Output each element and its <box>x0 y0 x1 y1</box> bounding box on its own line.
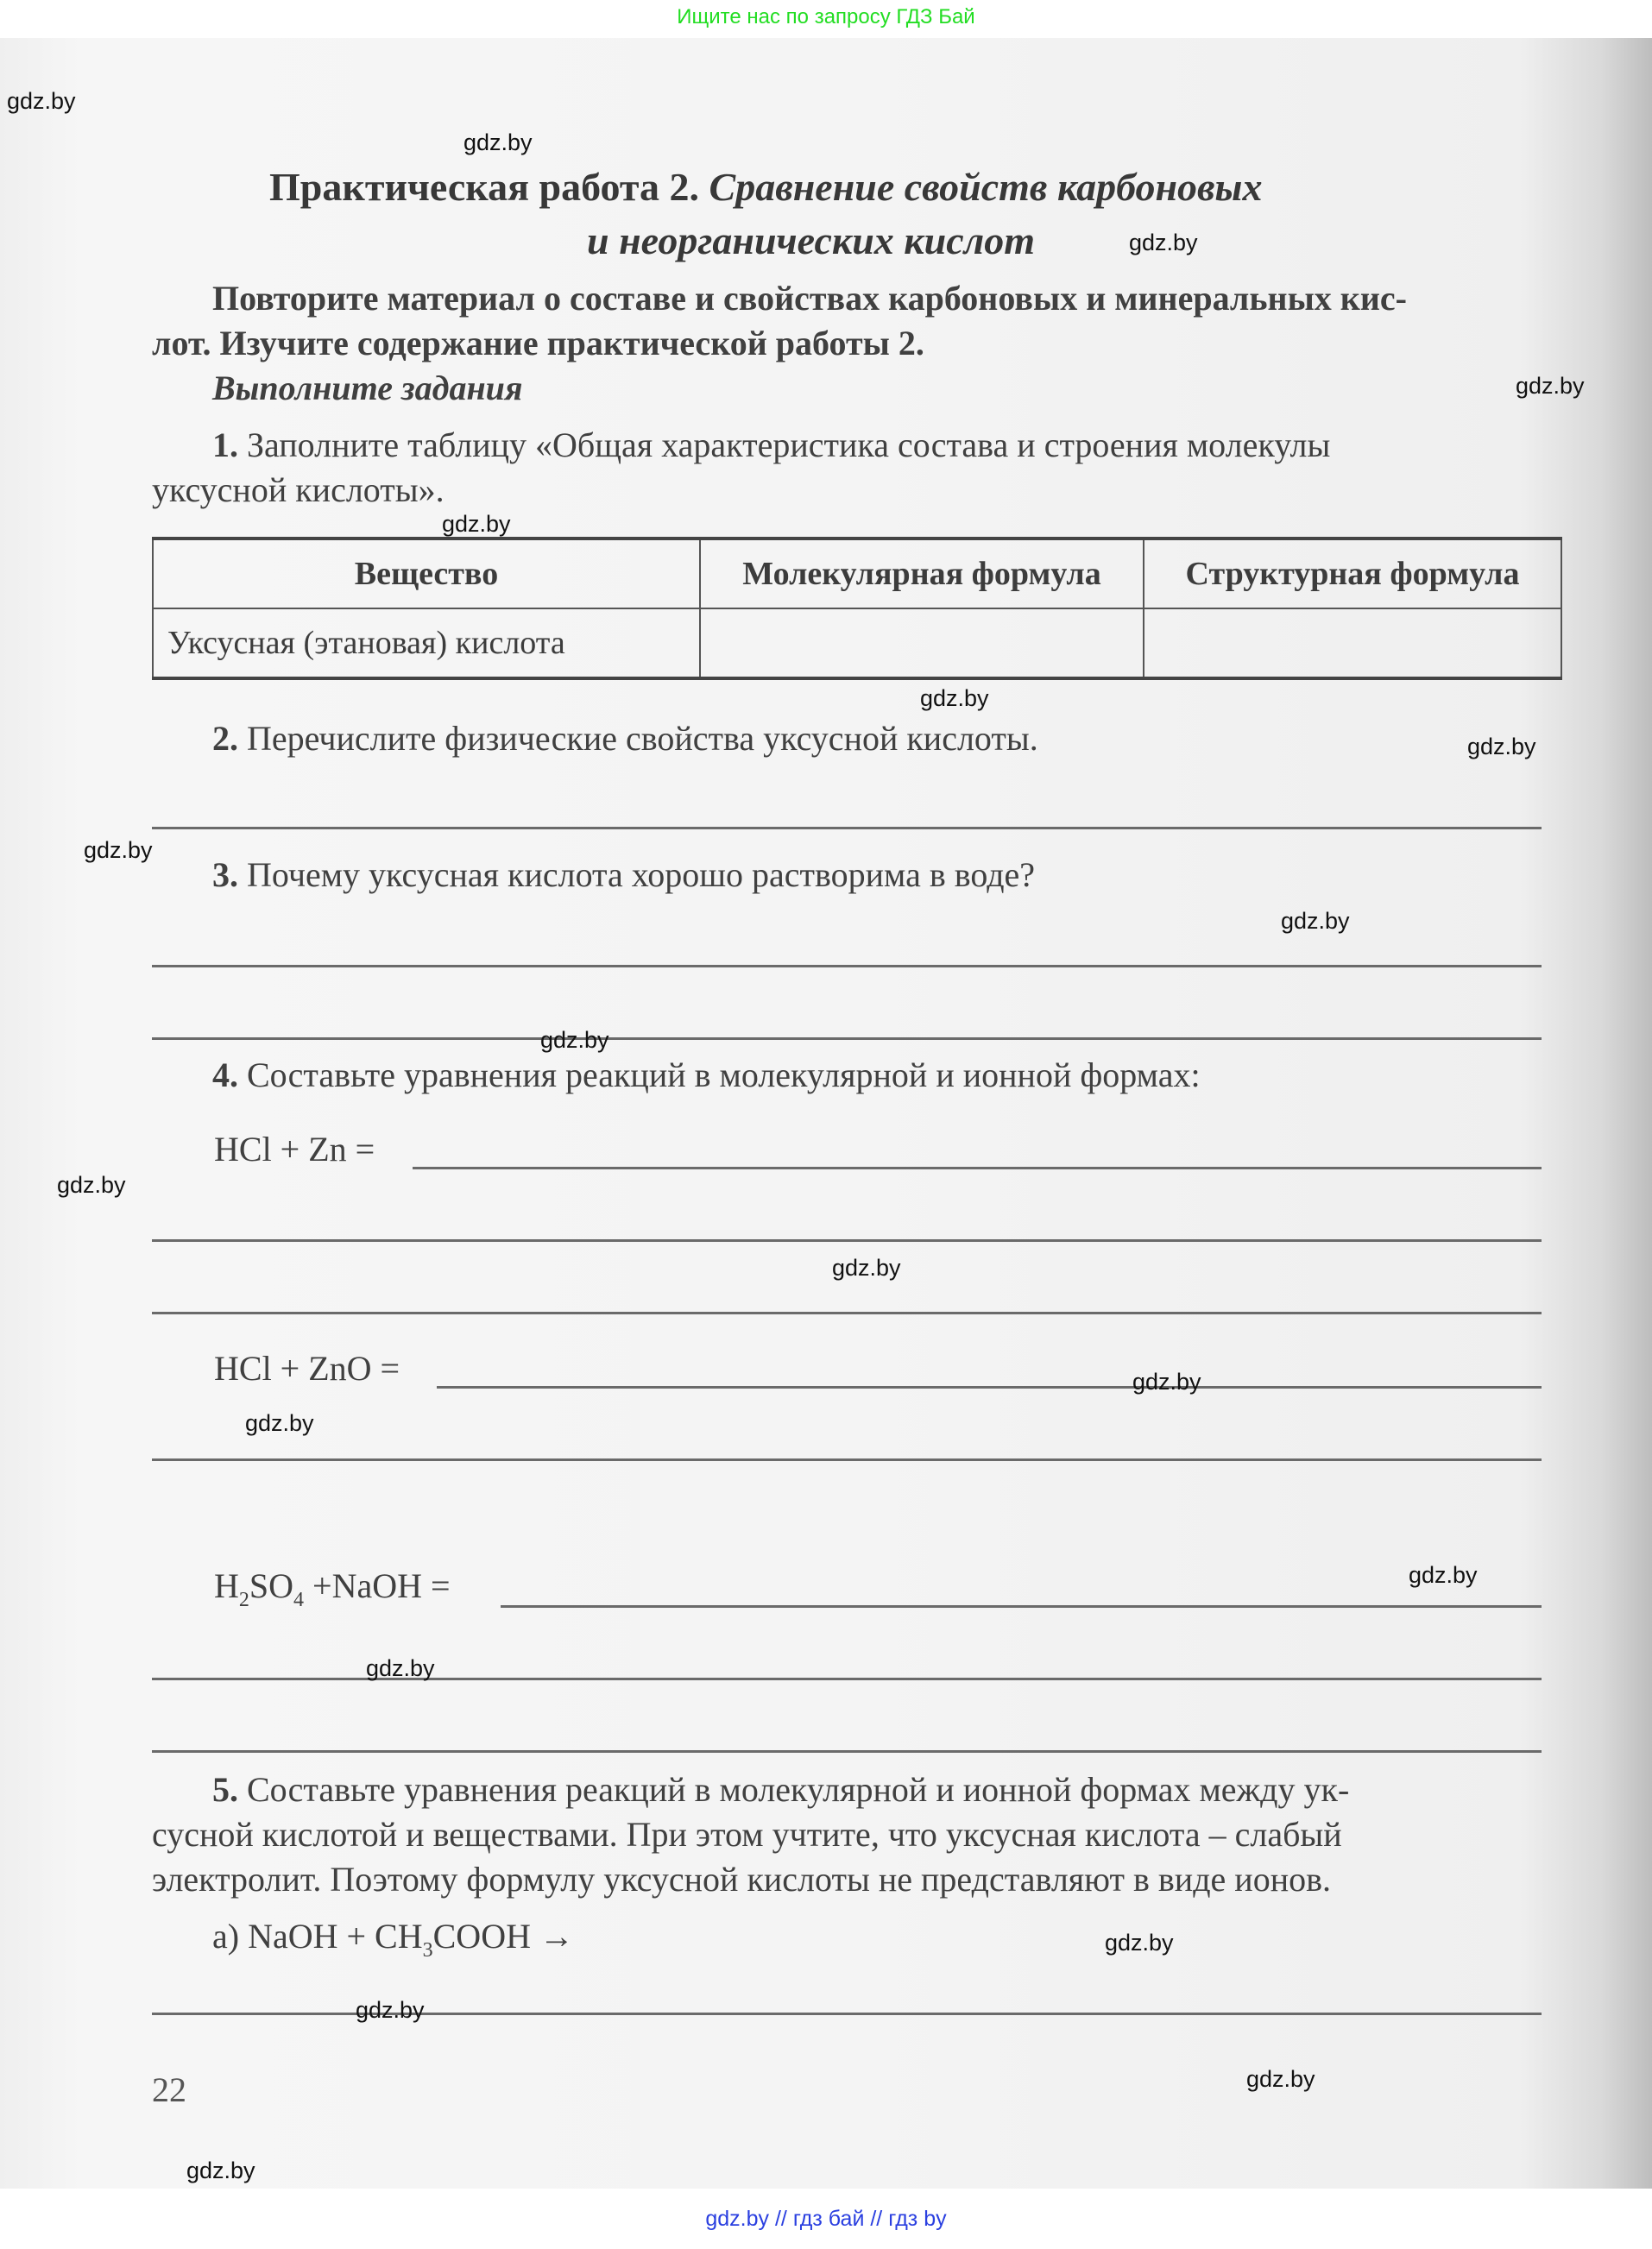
watermark[interactable]: gdz.by <box>832 1255 901 1281</box>
task3-number: 3. <box>212 855 238 894</box>
top-banner[interactable]: Ищите нас по запросу ГДЗ Бай <box>0 0 1652 38</box>
watermark[interactable]: gdz.by <box>245 1410 314 1436</box>
cell-molecular-formula-input[interactable] <box>700 608 1144 678</box>
task1-number: 1. <box>212 425 238 464</box>
watermark[interactable]: gdz.by <box>1132 1369 1201 1395</box>
watermark[interactable]: gdz.by <box>1246 2066 1315 2092</box>
table-header-row <box>153 539 1561 608</box>
formula-part: COOH → <box>432 1917 574 1956</box>
task3-text: Почему уксусная кислота хорошо растворима в воде? <box>247 855 1036 894</box>
intro-line1: Повторите материал о составе и свойствах карбоновых и минеральных кис- <box>212 279 1407 318</box>
watermark[interactable]: gdz.by <box>1409 1562 1478 1588</box>
answer-line[interactable] <box>437 1386 1542 1389</box>
answer-line[interactable] <box>152 1312 1542 1314</box>
task2-text: Перечислите физические свойства уксусной кислоты. <box>247 719 1038 758</box>
task4 <box>212 1055 1201 1095</box>
answer-line[interactable] <box>152 965 1542 967</box>
table-row <box>153 608 1561 678</box>
task1-line2: уксусной кислоты». <box>152 470 445 509</box>
watermark[interactable]: gdz.by <box>366 1655 435 1681</box>
watermark[interactable]: gdz.by <box>57 1172 126 1198</box>
watermark[interactable]: gdz.by <box>1105 1930 1174 1956</box>
equation-hcl-zn: HCl + Zn = <box>214 1130 375 1169</box>
equation-h2so4-naoh <box>214 1565 451 1612</box>
watermark[interactable]: gdz.by <box>7 88 76 114</box>
watermark[interactable]: gdz.by <box>356 1997 425 2023</box>
task5-text: Составьте уравнения реакций в молекулярной и ионной формах между ук- <box>247 1770 1350 1809</box>
task4-text: Составьте уравнения реакций в молекулярной и ионной формах: <box>247 1055 1201 1094</box>
header-substance: Вещество <box>153 539 700 608</box>
answer-line[interactable] <box>413 1167 1542 1169</box>
subscript: 4 <box>293 1589 305 1611</box>
bottom-banner[interactable]: gdz.by // гдз бай // гдз by <box>0 2189 1652 2242</box>
watermark[interactable]: gdz.by <box>540 1027 609 1053</box>
task5-line1 <box>212 1769 1349 1810</box>
watermark[interactable]: gdz.by <box>463 129 533 155</box>
watermark[interactable]: gdz.by <box>1129 230 1198 255</box>
page-title <box>269 164 1262 210</box>
task1-text: Заполните таблицу «Общая характеристика состава и строения молекулы <box>247 425 1331 464</box>
page-title-line2: и неорганических кислот <box>587 218 1036 262</box>
equation-naoh-ch3cooh <box>212 1916 574 1962</box>
answer-line[interactable] <box>152 1750 1542 1753</box>
answer-line[interactable] <box>152 1037 1542 1040</box>
header-structural-formula: Структурная формула <box>1144 539 1561 608</box>
task5-number: 5. <box>212 1770 238 1809</box>
subscript: 3 <box>422 1939 433 1962</box>
subscript: 2 <box>238 1589 249 1611</box>
intro-subheading: Выполните задания <box>212 369 523 407</box>
watermark[interactable]: gdz.by <box>1516 373 1585 399</box>
formula-part: а) NaOH + CH <box>212 1917 423 1956</box>
answer-line[interactable] <box>152 827 1542 829</box>
task2 <box>212 718 1038 759</box>
formula-part: +NaOH = <box>304 1566 451 1605</box>
task5-line3: электролит. Поэтому формулу уксусной кислоты не представляют в виде ионов. <box>152 1860 1331 1899</box>
task5-line2: сусной кислотой и веществами. При этом учтите, что уксусная кислота – слабый <box>152 1815 1342 1854</box>
answer-line[interactable] <box>152 1678 1542 1680</box>
task1-line1 <box>212 425 1330 465</box>
formula-part: SO <box>249 1566 294 1605</box>
cell-substance: Уксусная (этановая) кислота <box>153 608 700 678</box>
title-italic-line1: Сравнение свойств карбоновых <box>709 165 1263 209</box>
cell-structural-formula-input[interactable] <box>1144 608 1561 678</box>
answer-line[interactable] <box>152 1458 1542 1461</box>
header-molecular-formula: Молекулярная формула <box>700 539 1144 608</box>
intro-line2: лот. Изучите содержание практической работы 2. <box>152 324 924 362</box>
task4-number: 4. <box>212 1055 238 1094</box>
watermark[interactable]: gdz.by <box>442 511 511 537</box>
answer-line[interactable] <box>501 1605 1542 1608</box>
watermark[interactable]: gdz.by <box>1467 734 1536 759</box>
task3 <box>212 854 1035 895</box>
watermark[interactable]: gdz.by <box>920 685 989 711</box>
equation-hcl-zno: HCl + ZnO = <box>214 1349 400 1388</box>
task2-number: 2. <box>212 719 238 758</box>
answer-line[interactable] <box>152 1239 1542 1242</box>
watermark[interactable]: gdz.by <box>1281 908 1350 934</box>
watermark[interactable]: gdz.by <box>84 837 153 863</box>
title-prefix: Практическая работа 2. <box>269 165 700 209</box>
watermark[interactable]: gdz.by <box>186 2158 255 2183</box>
properties-table <box>152 537 1562 680</box>
page-number: 22 <box>152 2070 186 2109</box>
formula-part: H <box>214 1566 239 1605</box>
